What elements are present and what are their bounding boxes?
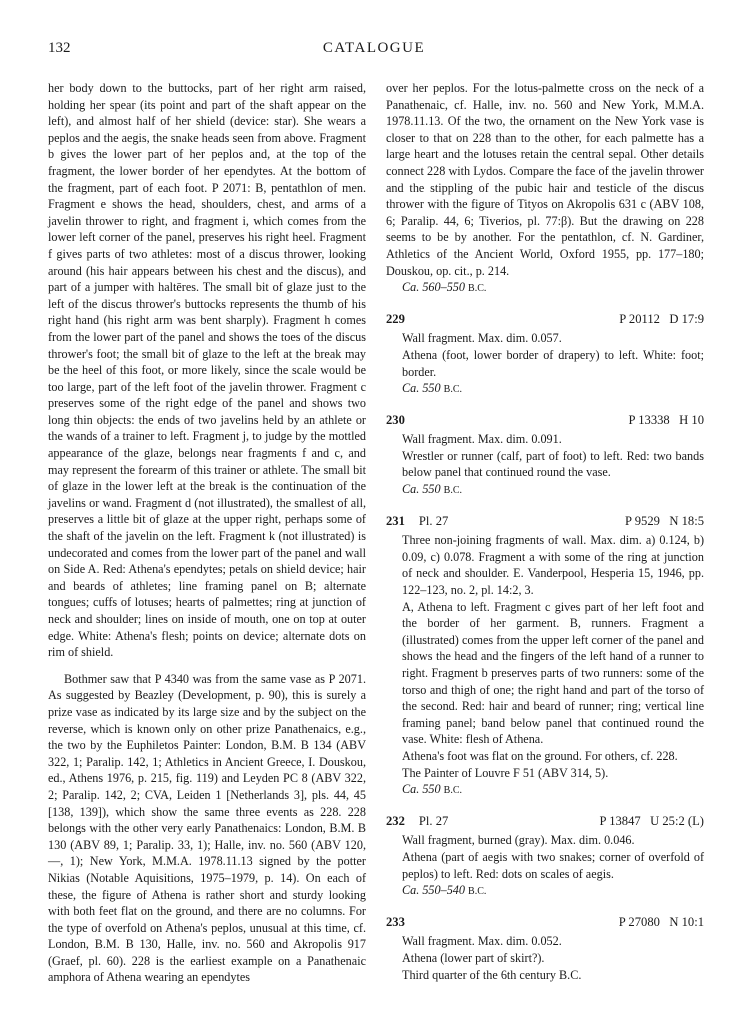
entry-number: 233 (386, 914, 405, 929)
entry-text: The Painter of Louvre F 51 (ABV 314, 5). (402, 765, 609, 780)
entry-number-group (386, 513, 448, 530)
entry-text: Wrestler or runner (calf, part of foot) to left. Red: two bands below panel that continued round the vase. (402, 448, 704, 480)
entry-text: A, Athena to left. Fragment c gives part of her left foot and the border of her garment. B, runners. Fragment a (illustrated) comes from the upper left corner of the panel and shows the head and the fingers of the left hand of a runner to right. Fragment b preserves parts of two runners: some of the torso and thigh of one; the right hand and part of the torso of the second. Red: hair and beard of runner; ring; vertical line framing panel; band below panel that continued round the vase. White: flesh of Athena. (402, 599, 704, 747)
entry-plate: Pl. 27 (418, 513, 449, 528)
entry-date (386, 481, 704, 500)
entry-number-group (386, 914, 405, 931)
entry-inventory: P 20112 D 17:9 (619, 311, 704, 326)
entry-number: 231 (386, 513, 405, 528)
entry-number: 230 (386, 412, 405, 427)
entry-date (386, 380, 704, 399)
entry-inventory: P 9529 N 18:5 (625, 513, 704, 528)
entry-date-era: B.C. (443, 785, 462, 797)
entry-number-group (386, 311, 405, 328)
entry-header (386, 513, 704, 530)
entry-date-text: Ca. 550 (402, 782, 444, 797)
entry-date-text: Ca. 550 (402, 381, 444, 396)
left-column (48, 80, 366, 986)
entry-date-era: B.C. (443, 485, 462, 497)
entry-plate: Pl. 27 (418, 813, 449, 828)
entry-inventory: P 27080 N 10:1 (618, 914, 704, 929)
entry-inventory: P 13338 H 10 (628, 412, 704, 427)
entry-text: Wall fragment. Max. dim. 0.057. (402, 331, 562, 346)
catalogue-entries (386, 311, 704, 983)
running-title: CATALOGUE (322, 40, 426, 56)
entry-text: Wall fragment. Max. dim. 0.052. (402, 934, 562, 949)
paragraph-left-2: Bothmer saw that P 4340 was from the same vase as P 2071. As suggested by Beazley (Development, p. 90), this is surely a prize vase as indicated by its large size and by the subject on the reverse, which is known only on other prize Panathenaics, e.g., the two by the Euphiletos Painter: London, B.M. B 134 (ABV 322, 1; Paralip. 142, 1; Athletics in Ancient Greece, I. Douskou, ed., Athens 1976, p. 215, fig. 119) and Leyden PC 8 (ABV 322, 2; Paralip. 142, 2; CVA, Leiden 1 [Netherlands 3], pls. 44, 45 [138, 139]), which show the same three events as 228. 228 belongs with the other very early Panathenaics: London, B.M. B 130 (ABV 89, 1; Paralip. 33, 1); Halle, inv. no. 560 (ABV 120, —, 1); New York, M.M.A. 1978.11.13 signed by the potter Nikias (Notable Aquisitions, 1975–1979, p. 14). On each of these, the figure of Athena is rather short and sturdy looking with both feet flat on the ground, and there are no columns. For the type of overfold on Athena's peplos, unusual at this time, cf. London, B.M. B 130, Halle, inv. no. 560 and Akropolis 917 (Graef, pl. 60). 228 is the earliest example on a Panathenaic amphora of Athena wearing an ependytes (48, 671, 366, 985)
entry-text: Athena (lower part of skirt?). (402, 950, 545, 965)
entry-text: Third quarter of the 6th century B.C. (402, 967, 582, 982)
right-column (386, 80, 704, 983)
entry-text: Three non-joining fragments of wall. Max. dim. a) 0.124, b) 0.09, c) 0.078. Fragment a with some of the ring at junction of neck and shoulder. E. Vanderpool, Hesperia 15, 1946, pp. 122–123, no. 2, pl. 14:2, 3. (402, 533, 704, 598)
entry-number: 232 (386, 813, 405, 828)
entry-number-group (386, 412, 405, 429)
paragraph-right-continuation: over her peplos. For the lotus-palmette cross on the neck of a Panathenaic, cf. Halle, inv. no. 560 and New York, M.M.A. 1978.11.13. Of the two, the ornament on the New York vase is closer to that on 228 than to the other, for each palmette has a large heart and the lotuses retain the central sepal. Other details connect 228 with Lydos. Compare the face of the javelin thrower and the stippling of the pubic hair and testicle of the discus thrower with the figure of Tityos on Akropolis 631 c (ABV 108, 6; Paralip. 44, 6; Tiverios, pl. 77:β). But the drawing on 228 seems to be by another. For the pentathlon, cf. N. Gardiner, Athletics of the Ancient World, Oxford 1955, pp. 177–180; Douskou, op. cit., p. 214. (386, 81, 704, 278)
entry-date-era: B.C. (443, 384, 462, 396)
entry-header (386, 412, 704, 429)
catalogue-entry (386, 513, 704, 800)
catalogue-entry (386, 813, 704, 901)
catalogue-entry (386, 412, 704, 500)
entry-text: Athena (part of aegis with two snakes; corner of overfold of peplos) to left. Red: dots on scales of aegis. (402, 849, 704, 881)
entry-number: 229 (386, 311, 405, 326)
entry-header (386, 311, 704, 328)
entry-header (386, 813, 704, 830)
entry-text: Athena's foot was flat on the ground. For others, cf. 228. (402, 748, 678, 763)
page-number: 132 (48, 40, 71, 56)
entry-number-group (386, 813, 448, 830)
paragraph-left-1: her body down to the buttocks, part of her right arm raised, holding her spear (its point and part of the shaft appear on the left), and almost half of her shield (device: star). She wears a peplos and the aegis, the snake heads seen from above. Fragment b gives the lower part of her peplos and, at the top of the fragment, the lower border of her ependytes. At the bottom of the fragment, part of each foot. P 2071: B, pentathlon of men. Fragment e shows the head, shoulders, chest, and arms of a javelin thrower to right, and fragment i, which comes from the lower left corner of the panel, preserves his right heel. Fragment f gives parts of two athletes: most of a discus thrower, looking around (his hair appears between his chest and the discus), and part of a jumper with haltēres. The small bit of glaze just to the left of the discus thrower's buttocks represents the thumb of his right hand (his right arm was bent sharply). Fragment h comes from the lower part of the panel and shows the toes of the discus thrower's foot; the small bit of glaze to the left at the break may be the heel of this foot, or more likely, since the scale would be too large, part of the left foot of the javelin thrower. Fragment c preserves some of the right edge of the panel and shows two long thin objects: the ends of two javelins held by an athlete or the wands of a trainer to left. Fragment j, to judge by the mottled appearance of the glaze, belongs near fragments f and c, and may represent the forearm of this trainer or athlete. The small bit of glaze in the lower left at the break is the continuation of the javelins or wand. Fragment d (not illustrated), the smallest of all, preserves a little bit of glaze at the upper right, perhaps some of the shaft of the javelin on the left. Fragment k (not illustrated) is undecorated and comes from the lower part of the panel and wall on Side A. Red: Athena's ependytes; petals on shield device; hair and beards of athletes; line framing panel on B; alternate tongues; cuffs of lotuses; hearts of palmettes; ring at junction of neck and shoulder; lines on inside of mouth, one on top at outer edge. White: Athena's flesh; points on device; alternate dots on rim of shield. (48, 81, 366, 660)
entry-inventory: P 13847 U 25:2 (L) (599, 813, 704, 828)
catalogue-entry (386, 914, 704, 983)
entry-text: Wall fragment. Max. dim. 0.091. (402, 432, 562, 447)
entry-header (386, 914, 704, 931)
entry-date-text: Ca. 550 (402, 482, 444, 497)
entry-text: Wall fragment, burned (gray). Max. dim. 0.046. (402, 833, 635, 848)
continuation-date: Ca. 560–550 B.C. (402, 280, 487, 295)
entry-date (386, 882, 704, 901)
entry-text: Athena (foot, lower border of drapery) to left. White: foot; border. (402, 347, 704, 379)
entry-date (386, 781, 704, 800)
catalogue-entry (386, 311, 704, 399)
entry-date-era: B.C. (468, 886, 487, 898)
entry-date-text: Ca. 550–540 (402, 883, 469, 898)
